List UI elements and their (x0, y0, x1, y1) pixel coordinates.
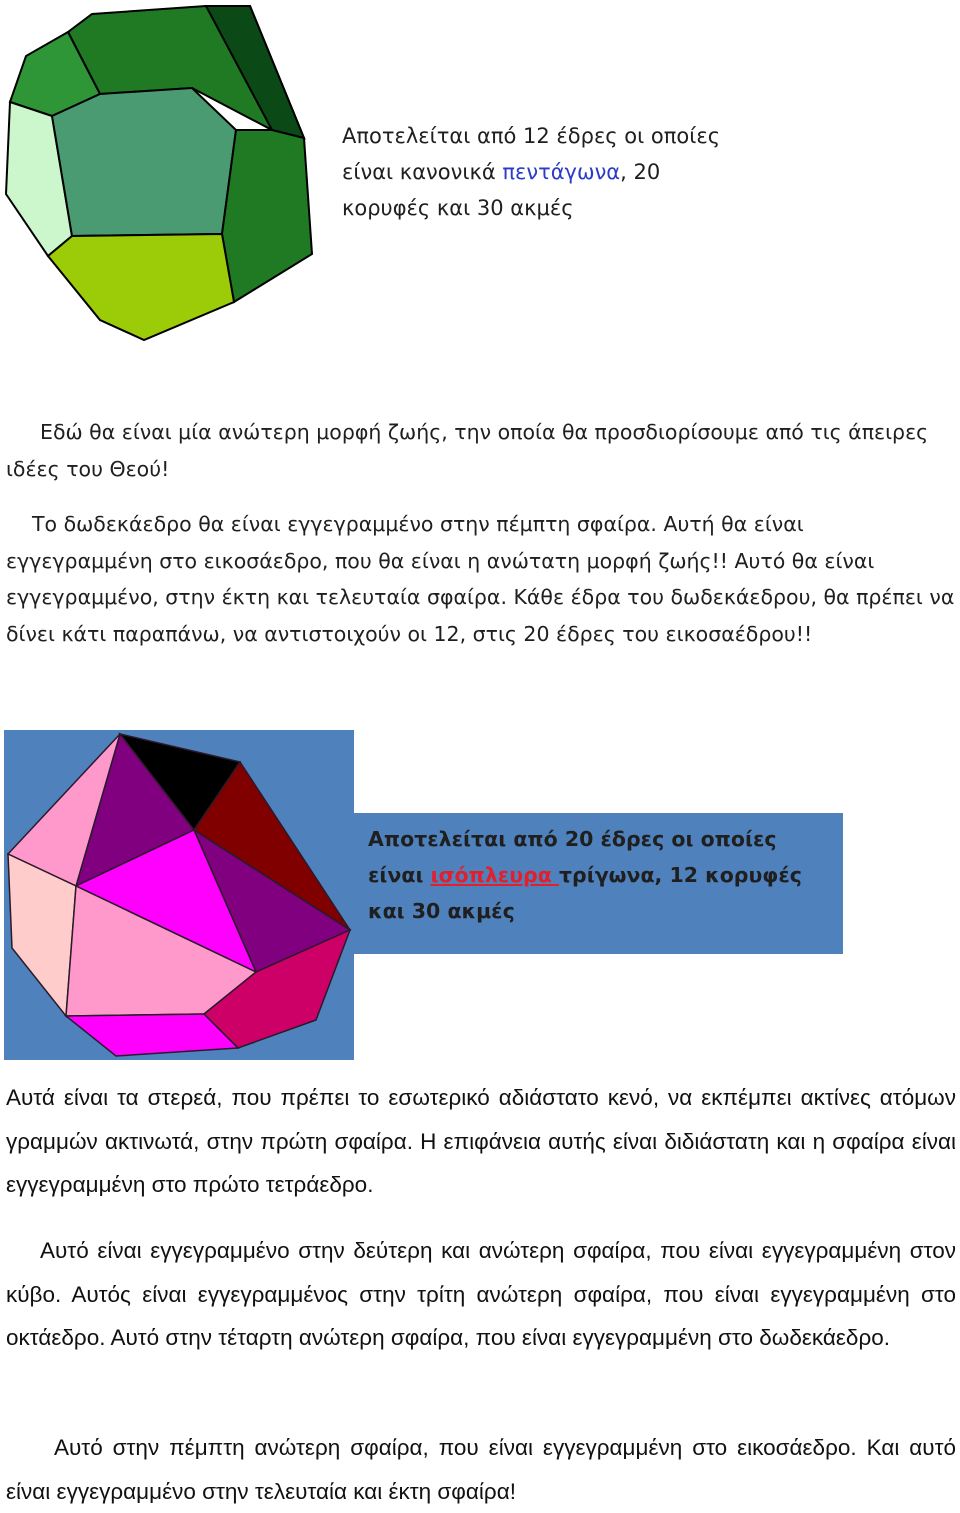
ico-caption-post: τρίγωνα, 12 κορυφές και 30 ακμές (368, 863, 802, 923)
paragraph-inscribed-chain: Αυτό είναι εγγεγραμμένο στην δεύτερη και ανώτερη σφαίρα, που είναι εγγεγραμμένη στον κύβο. Αυτός είναι εγγεγραμμένος στην τρίτη ανώτερη σφαίρα, που είναι εγγεγραμμένη στο οκτάεδρο. Αυτό στην τέταρτη ανώτερη σφαίρα, που είναι εγγεγραμμένη στο δωδεκάεδρο. (6, 1238, 956, 1350)
caption-line-1: Αποτελείται από 12 έδρες οι οποίες (342, 124, 721, 148)
dodeca-face-right (222, 130, 312, 302)
ico-caption-pre: Αποτελείται από 20 έδρες οι οποίες είναι (368, 827, 777, 887)
icosahedron-caption-box (354, 813, 843, 954)
dodeca-face-center (52, 88, 236, 236)
dodecahedron-image (4, 4, 316, 344)
paragraph-solids-spheres: Αυτά είναι τα στερεά, που πρέπει το εσωτερικό αδιάστατο κενό, να εκπέμπει ακτίνες ατόμων γραμμών ακτινωτά, στην πρώτη σφαίρα. Η επιφάνεια αυτής είναι διδιάστατη και η σφαίρα είναι εγγεγραμμένη στο πρώτο τετράεδρο. (6, 1085, 956, 1197)
dodeca-face-bottom (48, 234, 234, 340)
paragraph-final-sphere: Αυτό στην πέμπτη ανώτερη σφαίρα, που είναι εγγεγραμμένη στο εικοσάεδρο. Και αυτό είναι εγγεγραμμένο στην τελευταία και έκτη σφαίρα! (6, 1435, 956, 1504)
caption-line-2-post: , 20 (620, 160, 661, 184)
caption-line-3: κορυφές και 30 ακμές (342, 196, 574, 220)
icosahedron-image (4, 730, 354, 1060)
caption-line-2-pre: είναι κανονικά (342, 160, 503, 184)
paragraph-higher-life: Εδώ θα είναι μία ανώτερη μορφή ζωής, την οποία θα προσδιορίσουμε από τις άπειρες ιδέες του Θεού! (6, 420, 929, 481)
dodecahedron-caption (342, 118, 762, 226)
pentagon-link[interactable]: πεντάγωνα (502, 160, 621, 184)
equilateral-link[interactable]: ισόπλευρα (430, 863, 559, 887)
icosahedron-caption (368, 821, 828, 929)
paragraph-dodecahedron-sphere: Το δωδεκάεδρο θα είναι εγγεγραμμένο στην πέμπτη σφαίρα. Αυτή θα είναι εγγεγραμμένη στο εικοσάεδρο, που θα είναι η ανώτατη μορφή ζωής!! Αυτό θα είναι εγγεγραμμένο, στην έκτη και τελευταία σφαίρα. Κάθε έδρα του δωδεκάεδρου, θα πρέπει να δίνει κάτι παραπάνω, να αντιστοιχούν οι 12, στις 20 έδρες του εικοσαέδρου!! (6, 512, 955, 646)
